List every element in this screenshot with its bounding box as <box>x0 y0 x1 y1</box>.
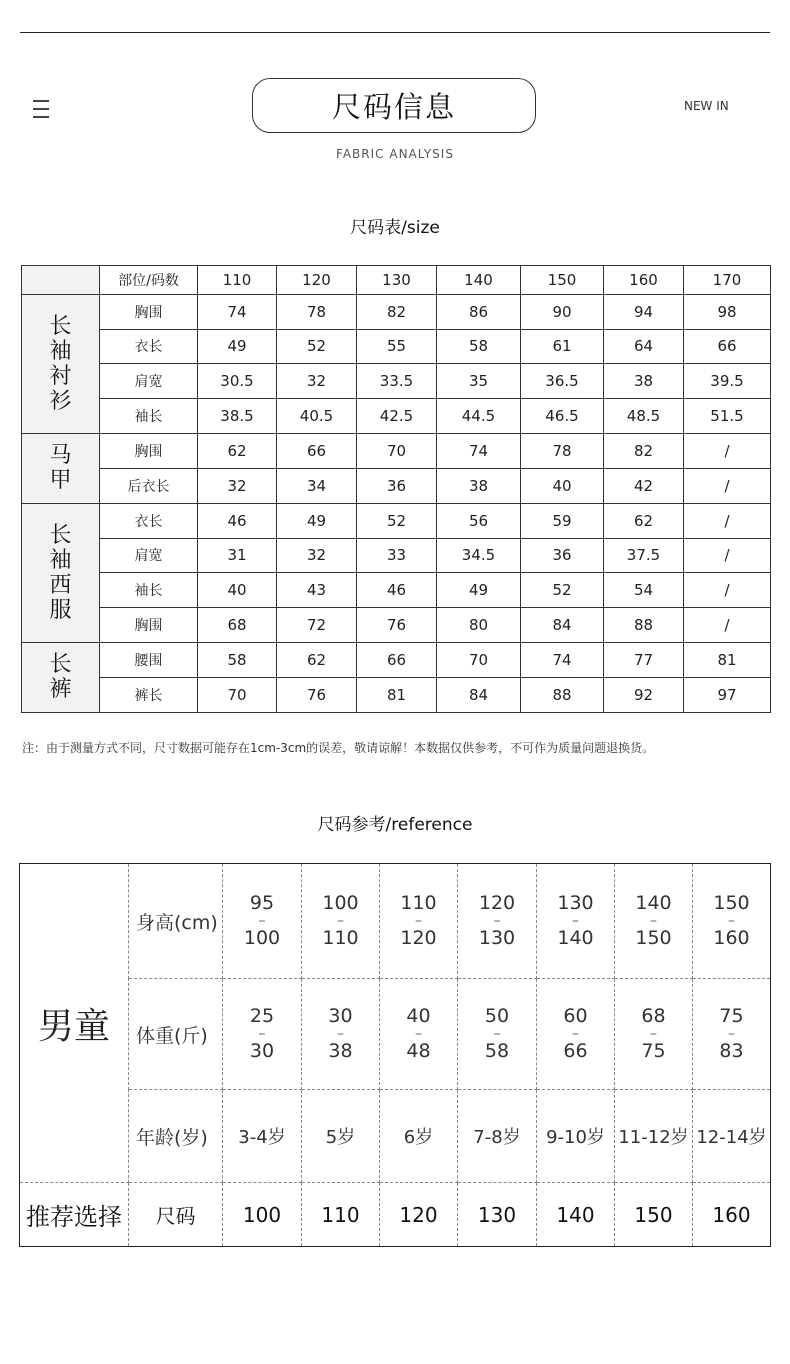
size-value-cell: 51.5 <box>684 399 771 434</box>
weight-cell <box>458 979 537 1090</box>
recommend-size-cell: 160 <box>693 1183 771 1247</box>
range-min: 30 <box>328 1005 353 1027</box>
measurement-part: 袖长 <box>100 573 198 608</box>
garment-category-char: 长 <box>49 652 72 678</box>
height-cell <box>223 864 302 979</box>
range-separator: – <box>337 913 344 929</box>
weight-row <box>20 979 771 1090</box>
garment-category-char: 袖 <box>49 547 72 573</box>
size-value-cell: 32 <box>277 538 357 573</box>
size-row <box>22 503 771 538</box>
size-value-cell: 34 <box>277 468 357 503</box>
size-value-cell: 82 <box>357 294 437 329</box>
size-value-cell: 58 <box>198 642 277 677</box>
size-header-label: 部位/码数 <box>100 266 198 295</box>
size-value-cell: 84 <box>437 677 521 712</box>
size-row <box>22 433 771 468</box>
size-value-cell: 52 <box>357 503 437 538</box>
garment-category-char: 袖 <box>49 338 72 364</box>
range-max: 48 <box>406 1040 431 1062</box>
measurement-part: 胸围 <box>100 608 198 643</box>
size-value-cell: 66 <box>684 329 771 364</box>
range-min: 75 <box>719 1005 744 1027</box>
height-cell-range <box>223 893 301 949</box>
height-label: 身高(cm) <box>129 864 223 979</box>
garment-category-char: 长 <box>49 313 72 339</box>
range-min: 40 <box>406 1005 431 1027</box>
size-value-cell: / <box>684 468 771 503</box>
weight-cell-range <box>615 1006 692 1062</box>
size-value-cell: 56 <box>437 503 521 538</box>
size-value-cell: 46.5 <box>521 399 604 434</box>
recommend-size-cell: 140 <box>537 1183 615 1247</box>
range-separator: – <box>572 1026 579 1042</box>
size-value-cell: 31 <box>198 538 277 573</box>
size-row <box>22 608 771 643</box>
size-value-cell: 81 <box>684 642 771 677</box>
height-cell <box>458 864 537 979</box>
size-row <box>22 573 771 608</box>
measurement-part: 胸围 <box>100 294 198 329</box>
size-value-cell: / <box>684 503 771 538</box>
size-value-cell: 78 <box>277 294 357 329</box>
size-value-cell: 46 <box>198 503 277 538</box>
size-value-cell: 38 <box>437 468 521 503</box>
size-value-cell: 49 <box>277 503 357 538</box>
range-separator: – <box>493 913 501 929</box>
range-separator: – <box>650 913 657 929</box>
measurement-part: 裤长 <box>100 677 198 712</box>
size-value-cell: 42 <box>604 468 684 503</box>
weight-cell-range <box>537 1006 614 1062</box>
measurement-part: 肩宽 <box>100 538 198 573</box>
range-separator: – <box>572 913 579 929</box>
range-separator: – <box>650 1026 657 1042</box>
size-value-cell: 76 <box>357 608 437 643</box>
range-separator: – <box>258 1026 266 1042</box>
size-value-cell: 38.5 <box>198 399 277 434</box>
recommend-size-cell: 130 <box>458 1183 537 1247</box>
range-min: 110 <box>400 892 437 914</box>
size-table-title: 尺码表/size <box>350 218 440 238</box>
size-value-cell: 66 <box>277 433 357 468</box>
weight-cell <box>380 979 458 1090</box>
reference-table <box>19 863 771 1247</box>
range-max: 58 <box>484 1040 510 1062</box>
size-value-cell: 58 <box>437 329 521 364</box>
size-row <box>22 399 771 434</box>
range-max: 75 <box>641 1040 666 1062</box>
size-value-cell: 34.5 <box>437 538 521 573</box>
size-value-cell: 40.5 <box>277 399 357 434</box>
size-value-cell: 54 <box>604 573 684 608</box>
size-value-cell: 39.5 <box>684 364 771 399</box>
size-value-cell: 37.5 <box>604 538 684 573</box>
size-value-cell: 98 <box>684 294 771 329</box>
size-value-cell: 84 <box>521 608 604 643</box>
measurement-part: 胸围 <box>100 433 198 468</box>
garment-category <box>22 503 100 642</box>
recommend-label: 推荐选择 <box>20 1183 129 1247</box>
age-cell: 5岁 <box>302 1090 380 1183</box>
garment-category-char: 马 <box>49 443 72 469</box>
size-value-cell: 81 <box>357 677 437 712</box>
size-value-cell: 43 <box>277 573 357 608</box>
size-value-cell: 72 <box>277 608 357 643</box>
size-value-cell: 88 <box>604 608 684 643</box>
size-value-cell: / <box>684 573 771 608</box>
range-max: 100 <box>243 927 281 949</box>
size-value-cell: 49 <box>198 329 277 364</box>
size-value-cell: 36 <box>357 468 437 503</box>
range-min: 150 <box>713 892 750 914</box>
size-value-cell: 40 <box>521 468 604 503</box>
size-value-cell: 33.5 <box>357 364 437 399</box>
size-value-cell: 61 <box>521 329 604 364</box>
range-max: 66 <box>563 1040 588 1062</box>
measurement-part: 衣长 <box>100 503 198 538</box>
size-value-cell: 33 <box>357 538 437 573</box>
height-cell-range <box>380 893 457 949</box>
range-max: 30 <box>249 1040 275 1062</box>
height-cell-range <box>693 893 770 949</box>
range-min: 50 <box>484 1005 510 1027</box>
age-row <box>20 1090 771 1183</box>
size-value-cell: 90 <box>521 294 604 329</box>
height-cell-range <box>302 893 379 949</box>
size-value-cell: 55 <box>357 329 437 364</box>
size-row <box>22 364 771 399</box>
weight-cell <box>693 979 771 1090</box>
page-title: 尺码信息 <box>252 78 536 133</box>
reference-table-title: 尺码参考/reference <box>317 815 473 835</box>
measurement-part: 腰围 <box>100 642 198 677</box>
new-in-link[interactable]: NEW IN <box>684 99 729 113</box>
size-value-cell: 70 <box>357 433 437 468</box>
size-header-cell: 170 <box>684 266 771 295</box>
garment-category-char: 衫 <box>49 388 72 414</box>
size-row <box>22 294 771 329</box>
range-min: 60 <box>563 1005 588 1027</box>
measurement-part: 后衣长 <box>100 468 198 503</box>
size-table <box>21 265 771 713</box>
recommend-size-cell: 120 <box>380 1183 458 1247</box>
range-separator: – <box>728 1026 735 1042</box>
size-value-cell: 68 <box>198 608 277 643</box>
recommend-size-cell: 150 <box>615 1183 693 1247</box>
size-value-cell: 30.5 <box>198 364 277 399</box>
range-min: 100 <box>322 892 359 914</box>
measurement-note: 注：由于测量方式不同，尺寸数据可能存在1cm-3cm的误差，敬请谅解！本数据仅供参考，不可作为质量问题退换货。 <box>22 741 655 755</box>
size-value-cell: 62 <box>198 433 277 468</box>
garment-category <box>22 433 100 503</box>
recommend-size-label: 尺码 <box>129 1183 223 1247</box>
page-subtitle: FABRIC ANALYSIS <box>336 147 454 161</box>
weight-label: 体重(斤) <box>129 979 223 1090</box>
weight-cell <box>302 979 380 1090</box>
height-cell <box>537 864 615 979</box>
size-value-cell: 40 <box>198 573 277 608</box>
size-value-cell: 32 <box>277 364 357 399</box>
size-value-cell: 36 <box>521 538 604 573</box>
size-value-cell: 59 <box>521 503 604 538</box>
height-cell-range <box>458 893 536 949</box>
garment-category-char: 西 <box>49 572 72 598</box>
size-value-cell: 36.5 <box>521 364 604 399</box>
range-separator: – <box>728 913 735 929</box>
range-max: 83 <box>719 1040 744 1062</box>
weight-cell-range <box>302 1006 379 1062</box>
recommend-size-cell: 100 <box>223 1183 302 1247</box>
garment-category-char: 长 <box>49 522 72 548</box>
size-value-cell: 88 <box>521 677 604 712</box>
menu-icon[interactable] <box>33 100 49 118</box>
size-value-cell: 76 <box>277 677 357 712</box>
measurement-part: 肩宽 <box>100 364 198 399</box>
size-row <box>22 329 771 364</box>
size-value-cell: 35 <box>437 364 521 399</box>
size-header-row <box>22 266 771 295</box>
size-header-cell: 110 <box>198 266 277 295</box>
size-value-cell: 38 <box>604 364 684 399</box>
size-value-cell: 46 <box>357 573 437 608</box>
garment-category <box>22 294 100 433</box>
age-label: 年龄(岁) <box>129 1090 223 1183</box>
garment-category-char: 裤 <box>49 677 72 703</box>
size-header-cell: 150 <box>521 266 604 295</box>
height-cell-range <box>615 893 692 949</box>
age-cell: 9-10岁 <box>537 1090 615 1183</box>
range-max: 38 <box>328 1040 353 1062</box>
age-cell: 12-14岁 <box>693 1090 771 1183</box>
size-value-cell: / <box>684 433 771 468</box>
size-value-cell: 42.5 <box>357 399 437 434</box>
garment-category-char: 服 <box>49 597 72 623</box>
range-separator: – <box>415 913 422 929</box>
range-max: 110 <box>322 927 359 949</box>
size-row <box>22 677 771 712</box>
garment-category-char: 甲 <box>49 468 72 494</box>
size-value-cell: / <box>684 608 771 643</box>
range-max: 130 <box>478 927 516 949</box>
size-value-cell: 52 <box>277 329 357 364</box>
age-cell: 6岁 <box>380 1090 458 1183</box>
size-value-cell: 82 <box>604 433 684 468</box>
size-corner-cell <box>22 266 100 295</box>
size-header-cell: 160 <box>604 266 684 295</box>
range-separator: – <box>493 1026 501 1042</box>
size-value-cell: 64 <box>604 329 684 364</box>
height-cell-range <box>537 893 614 949</box>
weight-cell <box>537 979 615 1090</box>
weight-cell-range <box>223 1006 301 1062</box>
size-value-cell: 94 <box>604 294 684 329</box>
weight-cell-range <box>458 1006 536 1062</box>
size-header-cell: 120 <box>277 266 357 295</box>
range-min: 130 <box>557 892 594 914</box>
size-value-cell: 97 <box>684 677 771 712</box>
measurement-part: 衣长 <box>100 329 198 364</box>
weight-cell-range <box>693 1006 770 1062</box>
size-header-cell: 140 <box>437 266 521 295</box>
top-divider <box>20 32 770 33</box>
size-value-cell: 74 <box>521 642 604 677</box>
size-value-cell: 52 <box>521 573 604 608</box>
garment-category-char: 衬 <box>49 363 72 389</box>
range-separator: – <box>258 913 266 929</box>
range-min: 95 <box>249 892 275 914</box>
size-value-cell: 86 <box>437 294 521 329</box>
range-max: 120 <box>400 927 437 949</box>
size-value-cell: 74 <box>437 433 521 468</box>
size-header-cell: 130 <box>357 266 437 295</box>
age-cell: 3-4岁 <box>223 1090 302 1183</box>
size-value-cell: 74 <box>198 294 277 329</box>
age-cell: 7-8岁 <box>458 1090 537 1183</box>
size-value-cell: 78 <box>521 433 604 468</box>
range-min: 140 <box>635 892 672 914</box>
size-value-cell: 49 <box>437 573 521 608</box>
measurement-part: 袖长 <box>100 399 198 434</box>
range-max: 160 <box>713 927 750 949</box>
height-cell <box>693 864 771 979</box>
size-value-cell: 70 <box>437 642 521 677</box>
range-separator: – <box>337 1026 344 1042</box>
range-min: 120 <box>478 892 516 914</box>
size-value-cell: 80 <box>437 608 521 643</box>
age-cell: 11-12岁 <box>615 1090 693 1183</box>
height-cell <box>302 864 380 979</box>
range-max: 150 <box>635 927 672 949</box>
size-row <box>22 538 771 573</box>
range-min: 68 <box>641 1005 666 1027</box>
height-row <box>20 864 771 979</box>
size-value-cell: 62 <box>277 642 357 677</box>
weight-cell <box>615 979 693 1090</box>
weight-cell <box>223 979 302 1090</box>
recommend-size-cell: 110 <box>302 1183 380 1247</box>
height-cell <box>615 864 693 979</box>
recommend-row <box>20 1183 771 1247</box>
size-value-cell: / <box>684 538 771 573</box>
garment-category <box>22 642 100 712</box>
range-separator: – <box>415 1026 422 1042</box>
size-row <box>22 468 771 503</box>
boys-group-label: 男童 <box>20 864 129 1183</box>
size-value-cell: 70 <box>198 677 277 712</box>
range-max: 140 <box>557 927 594 949</box>
size-value-cell: 32 <box>198 468 277 503</box>
size-value-cell: 92 <box>604 677 684 712</box>
range-min: 25 <box>249 1005 275 1027</box>
size-value-cell: 48.5 <box>604 399 684 434</box>
height-cell <box>380 864 458 979</box>
weight-cell-range <box>380 1006 457 1062</box>
size-row <box>22 642 771 677</box>
size-value-cell: 62 <box>604 503 684 538</box>
size-value-cell: 77 <box>604 642 684 677</box>
size-value-cell: 66 <box>357 642 437 677</box>
size-value-cell: 44.5 <box>437 399 521 434</box>
